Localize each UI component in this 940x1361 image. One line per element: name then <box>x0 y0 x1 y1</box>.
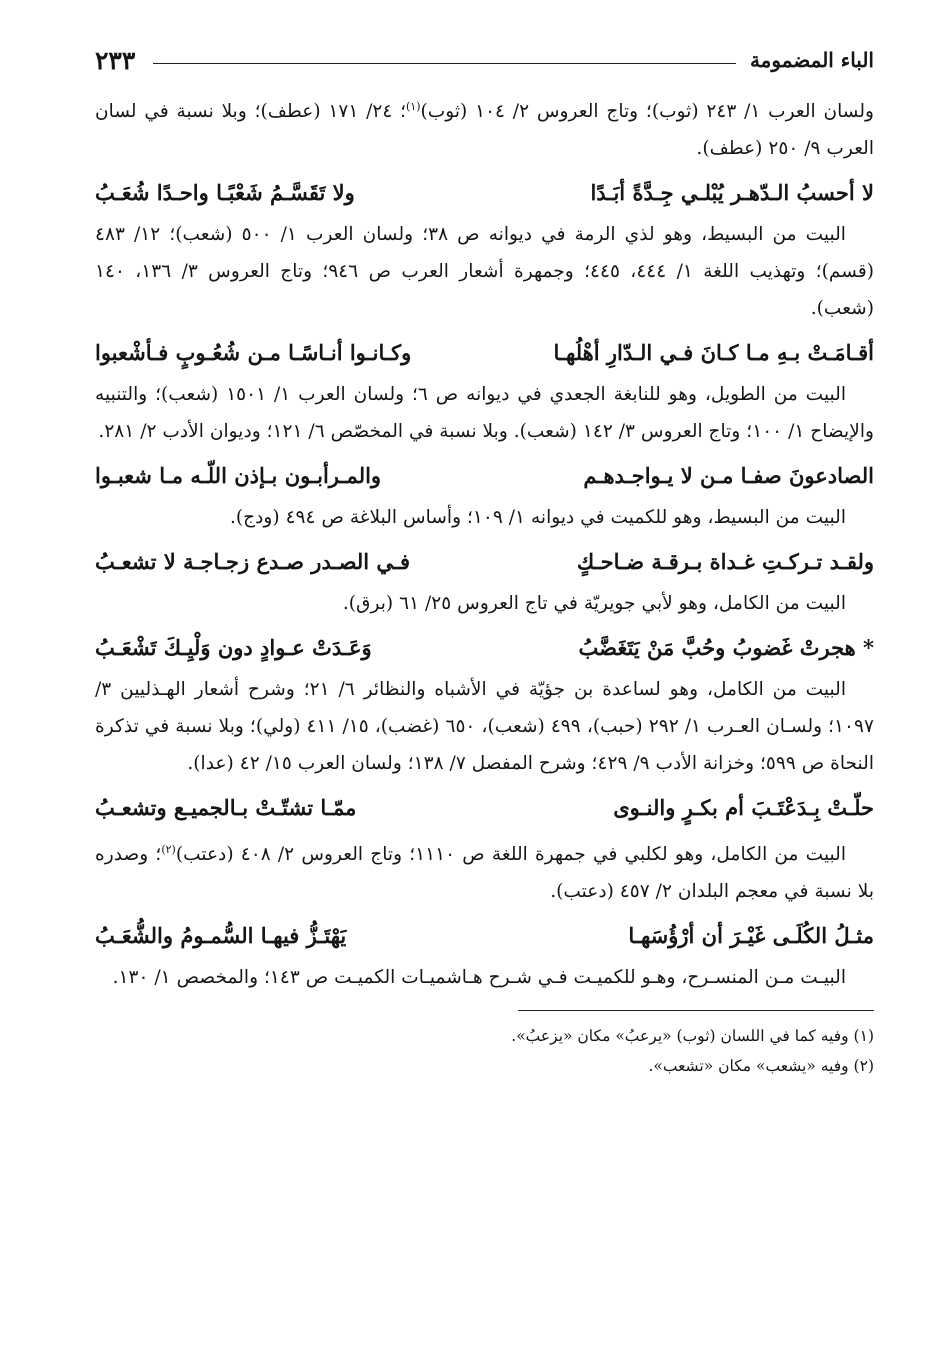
citation-paragraph: البيت من البسيط، وهو لذي الرمة في ديوانه ص ٣٨؛ ولسان العرب ١/ ٥٠٠ (شعب)؛ ١٢/ ٤٨٣ (قسم)؛ وتهذيب اللغة ١/ ٤٤٤، ٤٤٥؛ وجمهرة أشعار العرب ص ٩٤٦؛ وتاج العروس ٣/ ١٣٦، ١٤٠ (شعب). <box>95 224 874 320</box>
verse-first-hemistich: * هجرتْ غَضوبُ وحُبَّ مَنْ يَتَغَضَّبُ <box>578 634 874 660</box>
verse-second-hemistich: وَعَـدَتْ عـوادٍ دون وَلْيِـكَ تَشْعَـبُ <box>95 634 372 660</box>
citation-paragraph: البيت من الكامل، وهو لأبي جويريّة في تاج العروس ٢٥/ ٦١ (برق). <box>342 593 846 615</box>
citation-paragraph: البيت من الكامل، وهو لساعدة بن جؤيّة في الأشباه والنظائر ٦/ ٢١؛ وشرح أشعار الهـذليين ٣/ ١٠٩٧؛ ولسـان العـرب ١/ ٢٩٢ (حبب)، ٤٩٩ (شعب)، ٦٥٠ (غضب)، ١٥/ ٤١١ (ولي)؛ وبلا نسبة في تذكرة النحاة ص ٥٩٩؛ وخزانة الأدب ٩/ ٤٢٩؛ وشرح المفصل ٧/ ١٣٨؛ ولسان العرب ١٥/ ٤٢ (عدا). <box>95 679 874 775</box>
verse-second-hemistich: يَهْتَـزُّ فيهـا السُّمـومُ والشُّعَـبُ <box>95 922 347 948</box>
citation-paragraph: البيـت مـن المنسـرح، وهـو للكميـت فـي شـرح هـاشميـات الكميـت ص ١٤٣؛ والمخصص ١/ ١٣٠. <box>112 967 846 989</box>
citation-paragraph: ولسان العرب ١/ ٢٤٣ (ثوب)؛ وتاج العروس ٢/ ١٠٤ (ثوب)$^{(١)}$؛ ٢٤/ ١٧١ (عطف)؛ وبلا نسبة في لسان العرب ٩/ ٢٥٠ (عطف). <box>95 100 875 160</box>
header-rule <box>153 63 736 64</box>
chapter-title: الباء المضمومة <box>749 48 874 72</box>
footnote-item: (٢) وفيه «يشعب» مكان «تشعب». <box>648 1057 874 1076</box>
footnote-separator <box>518 1010 874 1011</box>
verse-first-hemistich: مثـلُ الكُلَـى غَيْـرَ أن أرْؤُسَهـا <box>628 922 874 948</box>
footnote-item: (١) وفيه كما في اللسان (ثوب) «يرعبُ» مكان «يزعبُ». <box>511 1027 874 1046</box>
verse-line <box>95 538 874 584</box>
verse-line <box>95 169 874 215</box>
footnote-ref[interactable]: (٢) <box>161 843 176 857</box>
verse-line <box>95 912 874 958</box>
footnotes <box>95 1021 874 1081</box>
verse-second-hemistich: وكـانـوا أنـاسًـا مـن شُعُـوبٍ فـأشْعبوا <box>95 339 412 365</box>
verse-first-hemistich: الصادعونَ صفـا مـن لا يـواجـدهـم <box>583 462 874 488</box>
verse-second-hemistich: والمـرأبـون بـإذن اللّـه مـا شعبـوا <box>95 462 382 488</box>
verse-second-hemistich: ممّـا تشتّـتْ بـالجميـع وتشعـبُ <box>95 794 357 820</box>
citation-paragraph: البيت من البسيط، وهو للكميت في ديوانه ١/ ١٠٩؛ وأساس البلاغة ص ٤٩٤ (ودج). <box>229 507 846 529</box>
verse-first-hemistich: حلّـتْ بِـدَعْتَـبَ أم بكـرٍ والنـوى <box>613 794 874 820</box>
citation-paragraph: البيت من الكامل، وهو لكلبي في جمهرة اللغة ص ١١١٠؛ وتاج العروس ٢/ ٤٠٨ (دعتب)$^{(٢)}$؛ وصدره بلا نسبة في معجم البلدان ٢/ ٤٥٧ (دعتب). <box>95 843 874 903</box>
page-body <box>95 88 874 1081</box>
verse-second-hemistich: ولا تَقَسَّـمُ شَعْبًـا واحـدًا شُعَـبُ <box>95 179 355 205</box>
verse-first-hemistich: لا أحسبُ الـدّهـر يُبْلـي جِـدَّةً أبَـدًا <box>590 179 874 205</box>
verse-line <box>95 784 874 830</box>
running-header <box>95 38 874 82</box>
footnote-ref[interactable]: (١) <box>406 100 421 113</box>
verse-line <box>95 624 874 670</box>
verse-second-hemistich: فـي الصـدر صـدع زجـاجـة لا تشعـبُ <box>95 548 411 574</box>
citation-paragraph: البيت من الطويل، وهو للنابغة الجعدي في ديوانه ص ٦؛ ولسان العرب ١/ ١٥٠١ (شعب)؛ والتنبيه والإيضاح ١/ ١٠٠؛ وتاج العروس ٣/ ١٤٢ (شعب). وبلا نسبة في المخصّص ٦/ ١٢١؛ وديوان الأدب ٢/ ٢٨١. <box>95 384 874 443</box>
verse-line <box>95 329 874 375</box>
verse-first-hemistich: أقـامَـتْ بـهِ مـا كـانَ فـي الـدّارِ أهْلُهـا <box>553 339 874 365</box>
page-number: ٢٣٣ <box>95 45 136 75</box>
verse-line <box>95 452 874 498</box>
verse-first-hemistich: ولقـد تـركـتِ غـداة بـرقـة ضـاحـكٍ <box>576 548 874 574</box>
